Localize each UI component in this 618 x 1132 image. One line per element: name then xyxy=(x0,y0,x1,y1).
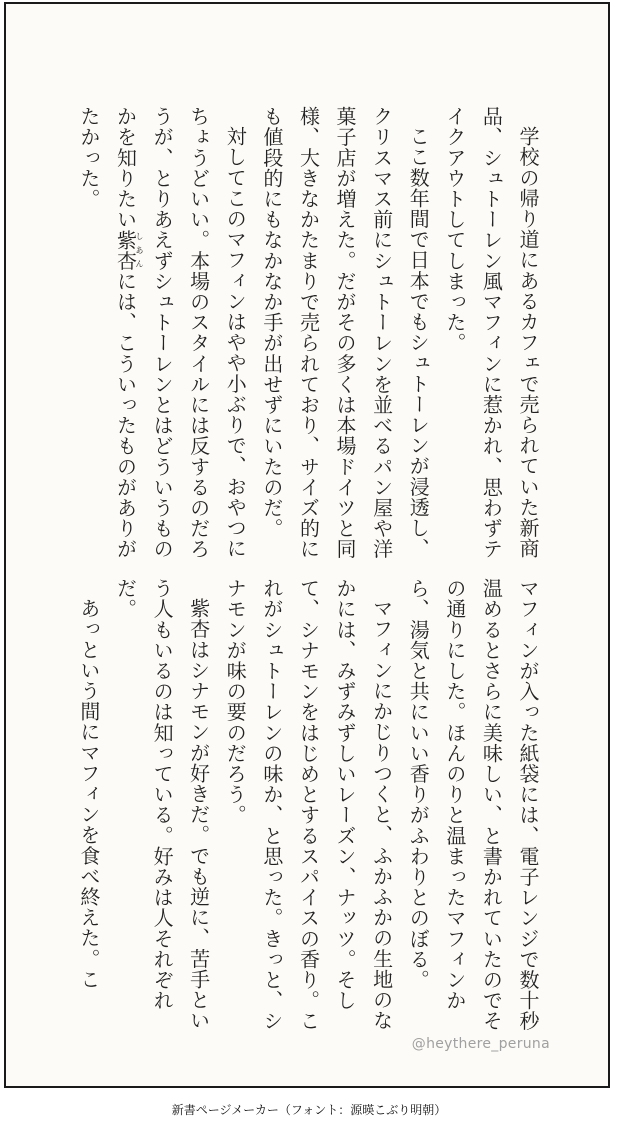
paragraph-tail: には、こういったものがありがたかった。 xyxy=(76,106,138,560)
paragraph: マフィンにかじりつくと、ふかふかの生地のなかには、みずみずしいレーズン、ナッツ。そして、シナモンをはじめとするスパイスの香り。これがシュトーレンの味か、と思った。きっと、シナモンが味の要のだろう。 xyxy=(223,578,394,1032)
paragraph-with-ruby xyxy=(70,106,253,566)
paragraph: 紫杏はシナモンが好きだ。でも逆に、苦手という人もいるのは知っている。好みは人それぞれだ。 xyxy=(113,578,211,1031)
paragraph: あっという間にマフィンを食べ終えた。こ xyxy=(76,598,101,990)
footer-caption: 新書ページメーカー（フォント：源暎こぶり明朝） xyxy=(171,1103,447,1117)
ruby-name xyxy=(113,229,144,271)
text-block-bottom xyxy=(56,578,546,1038)
paragraph-head: 対してこのマフィンはやや小ぶりで、おやつにちょうどいい。本場のスタイルには反するのだろうが、とりあえずシュトーレンとはどういうものかを知りたい xyxy=(113,106,248,560)
paragraph: 学校の帰り道にあるカフェで売られていた新商品、シュトーレン風マフィンに惹かれ、思わずテイクアウトしてしまった。 xyxy=(442,106,540,560)
paragraph: ここ数年間で日本でもシュトーレンが浸透し、クリスマス前にシュトーレンを並べるパン屋や洋菓子店が増えた。だがその多くは本場ドイツと同様、大きなかたまりで売られており、サイズ的にも値段的にもなかなか手が出せずにいたのだ。 xyxy=(259,106,431,560)
author-handle: @heythere_peruna xyxy=(411,1036,550,1052)
text-block-top xyxy=(56,106,546,566)
ruby-reading: しあん xyxy=(134,229,144,271)
novel-page xyxy=(4,2,610,1088)
paragraph: マフィンが入った紙袋には、電子レンジで数十秒温めるとさらに美味しい、と書かれていたのでその通りにした。ほんのりと温まったマフィンから、湯気と共にいい香りがふわりとのぼる。 xyxy=(406,578,540,1032)
ruby-base: 紫杏 xyxy=(113,229,138,271)
